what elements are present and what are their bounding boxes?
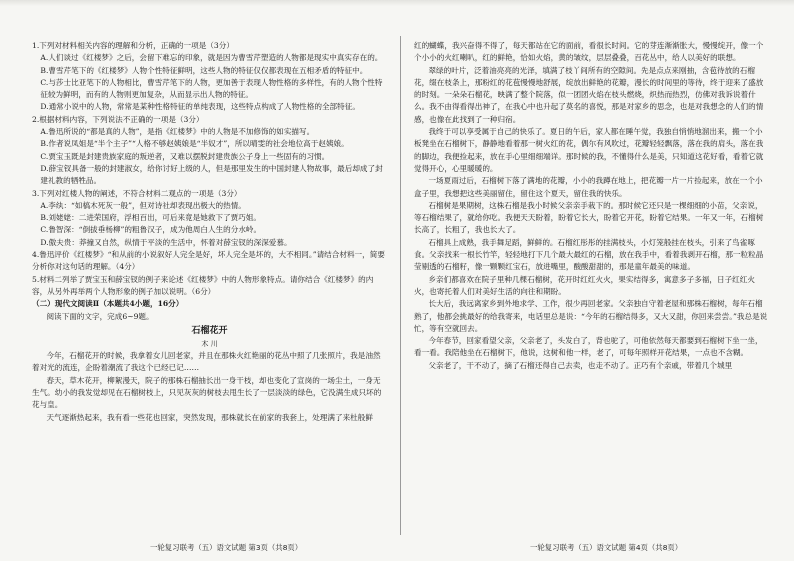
passage-paragraph: 一场夏雨过后，石榴树下落了满地的花瓣，小小的我蹲在地上，把花瓣一片一片捡起来，放在一个小盒子里，我想把这些美丽留住，留住这个夏天，留住我的快乐。 <box>414 176 763 198</box>
section-heading: （二）现代文阅读Ⅱ（本题共4小题，16分） <box>32 299 184 309</box>
passage-paragraph: 翠绿的叶片，泛着油亮亮的光泽，填满了枝丫间所有的空隙间。先是点点来刚抽，含苞待放的石榴花，缀在枝条上，那粉红的花苞慢慢地舒展，绽放出鲜艳的花瓣，漫长的时间里的等待，终于迎来了盛放的时刻。一朵朵石榴花，映满了整个院落，似一团团火焰在枝头燃烧，炽热而热烈，仿佛对我诉说着什么。我不由得看得出神了，在我心中也升起了莫名的喜悦，那是对家乡的思念，也是对我想念的人们的情感，也像在此找到了一种归宿。 <box>414 65 764 124</box>
q1-option-c: C.与莎士比亚笔下的人物相比，曹雪芹笔下的人物，更加善于表现人物性格的多样性，有的人物个性特征较为鲜明，而有的人物则更加复杂，从而显示出人物的特征。 <box>40 77 383 100</box>
page-footer-left: 一轮复习联考（五）语文试题 第3页（共8页） <box>150 543 303 552</box>
passage-title: 石榴花开 <box>191 325 228 336</box>
q3-stem: 3.下列对红楼人物的阐述，不符合材料二观点的一项是（3分） <box>32 188 242 198</box>
q2-option-c: C.贾宝玉既是封建贵族家庭的叛逆者，又难以摆脱封建贵族公子身上一些固有的习惯。 <box>40 151 330 161</box>
right-page <box>414 40 770 537</box>
reading-instruction: 阅读下面的文字，完成6~9题。 <box>46 311 154 321</box>
passage-paragraph: 父亲老了，干不动了，摘了石榴还得自己去卖，也走不动了。正巧有个亲戚，带着几个城里 <box>428 360 733 370</box>
q2-option-b: B.作者说凤姐是“半个主子”“人格不够赵姨娘是“半奴才”，所以晴雯的社会地位高于赵姨娘。 <box>40 139 349 149</box>
passage-paragraph: 石榴树是果期树，这株石榴是我小时候父亲亲手栽下的。那时候它还只是一棵细细的小苗，父亲说，等石榴结果了，就给你吃。我便天天盼着，盼着它长大，盼着它开花，盼着它结果。一年又一年，石榴树长高了，长粗了，我也长大了。 <box>414 200 764 235</box>
q2-stem: 2.根据材料内容，下列说法不正确的一项是（3分） <box>32 114 204 124</box>
q1-option-d: D.通常小说中的人物，常常是某种性格特征的单纯表现，这些特点构成了人物性格的全部特征。 <box>40 102 360 112</box>
passage-author: 木 川 <box>201 339 218 348</box>
page-divider <box>400 36 401 535</box>
q1-stem: 1.下列对材料相关内容的理解和分析，正确的一项是（3分） <box>32 41 234 50</box>
q3-option-a: A.李纨：“如槁木死灰一般”，但对诗社却表现出极大的热情。 <box>40 200 246 210</box>
q3-option-d: D.傲夫贵：莽撞又自然，纵情于平淡的生活中，怀着对薛宝钗的深深爱慕。 <box>40 237 292 247</box>
q1-option-a: A.人们谈过《红楼梦》之后，会留下难忘的印象，就是因为曹雪芹塑造的人物都是现实中真实存在的。 <box>40 53 383 63</box>
left-page <box>32 40 387 537</box>
q2-option-a: A.鲁迅所说的“都是真的人物”，是指《红楼梦》中的人物是不加修饰的如实描写。 <box>40 127 315 137</box>
passage-paragraph: 天气逐渐热起来，我有看一些花也回家，突然发现，那株就长在前家的我套上，处理满了来杜般鲜 <box>46 412 373 422</box>
page-footer-right: 一轮复习联考（五）语文试题 第4页（共8页） <box>530 543 683 552</box>
q1-option-b: B.曹雪芹笔下的《红楼梦》人物个性特征鲜明，这些人物的特征仅仅都表现在五相矛盾的特征中。 <box>40 65 368 75</box>
passage-paragraph: 今年，石榴花开的时候，我拿着女儿回老家，并且在那株火红艳丽的花丛中照了几张照片，我是油然着对光的流连，企盼着潮流了我这个已经已记…… <box>32 351 381 373</box>
passage-paragraph: 红的蝴蝶，我兴奋得不得了，每天都站在它的面前，看很长时间。它的芽连渐渐胀大，慢慢绽开，像一个个小小的火红喇叭，红的鲜艳，恰如火焰，黄的皱纹，层层叠叠，百花丛中，给人以美好的联想。 <box>414 41 764 63</box>
passage-paragraph: 石榴具上成熟，我手舞足蹈，鲜鲜的。石榴红彤彤的挂满枝头，小灯笼般挂在枝头，引来了鸟雀啄食。父亲找来一根长竹竿，轻轻地打下几个最大最红的石榴，放在我手中，看着我剥开石榴，那一粒粒晶莹剔透的石榴籽，像一颗颗红宝石，放进嘴里，酸酸甜甜的，那是童年最美的味道。 <box>414 237 764 272</box>
scan-shadow <box>0 0 794 6</box>
passage-paragraph: 春天，草木花开，柳絮漫天，院子的那株石榴抽长出一身干枝，却也变化了宣岗的一场尘土，一身无生气。幼小的我发觉却见在石榴树枝上，只见灰灰的树枝去甩生长了一层淡淡的绿色，它没满生成只坏的花与皇。 <box>32 375 382 410</box>
passage-paragraph: 我终于可以享受属于自己的快乐了。夏日的午后，家人都在睡午觉，我独自悄悄地溜出来，搬一个小板凳坐在石榴树下，静静地看着那一树火红的花，偶尔有风吹过，花瓣轻轻飘落，落在我的肩头，落在我的脚边，我便捡起来，放在手心里细细端详。那时候的我，不懂得什么是美，只知道这花好看，看着它就觉得开心，心里暖暖的。 <box>414 127 764 173</box>
passage-paragraph: 乡亲们都喜欢在院子里种几棵石榴树，花开时红红火火，果实结得多，寓意多子多福，日子红红火火，也寄托着人们对美好生活的向往和期盼。 <box>414 274 755 296</box>
q5-stem: 5.材料二列举了贾宝玉和薛宝钗的例子来论述《红楼梦》中的人物形象特点。请你结合《红楼梦》的内容，从另外再举两个人物形象的例子加以说明。（6分） <box>32 274 374 296</box>
passage-paragraph: 今年春节，回家看望父亲，父亲老了，头发白了，背也驼了，可他依然每天都要到石榴树下坐一坐，看一看。我陪他坐在石榴树下，他说，这树和他一样，老了，可每年照样开花结果，一点也不含糊。 <box>414 336 763 358</box>
q3-option-b: B.刘姥姥：二进荣国府，浮相百出，可后来竟是她救下了贾巧姐。 <box>40 213 261 223</box>
passage-paragraph: 长大后，我远离家乡到外地求学、工作，很少再回老家。父亲独自守着老屋和那株石榴树，每年石榴熟了，他都会挑最好的给我寄来，电话里总是说：“今年的石榴结得多，又大又甜，你回来尝尝。”我总是说忙，等有空就回去。 <box>414 299 768 333</box>
q2-option-d: D.薛宝钗具备一般的封建淑女，给你讨好上级的人，但是那里发生的中国封建人物故事，最后却成了封建礼教的牺牲品。 <box>40 163 383 186</box>
q3-option-c: C.鲁智深：“倒拔垂杨柳”的粗鲁汉子，成为他周白人生的分水岭。 <box>40 225 262 235</box>
q4-stem: 4.鲁迅评价《红楼梦》“和从前的小说叙好人完全是好，坏人完全是坏的，大不相同。”请结合材料一，简要分析你对这句话的理解。（4分） <box>32 250 385 272</box>
